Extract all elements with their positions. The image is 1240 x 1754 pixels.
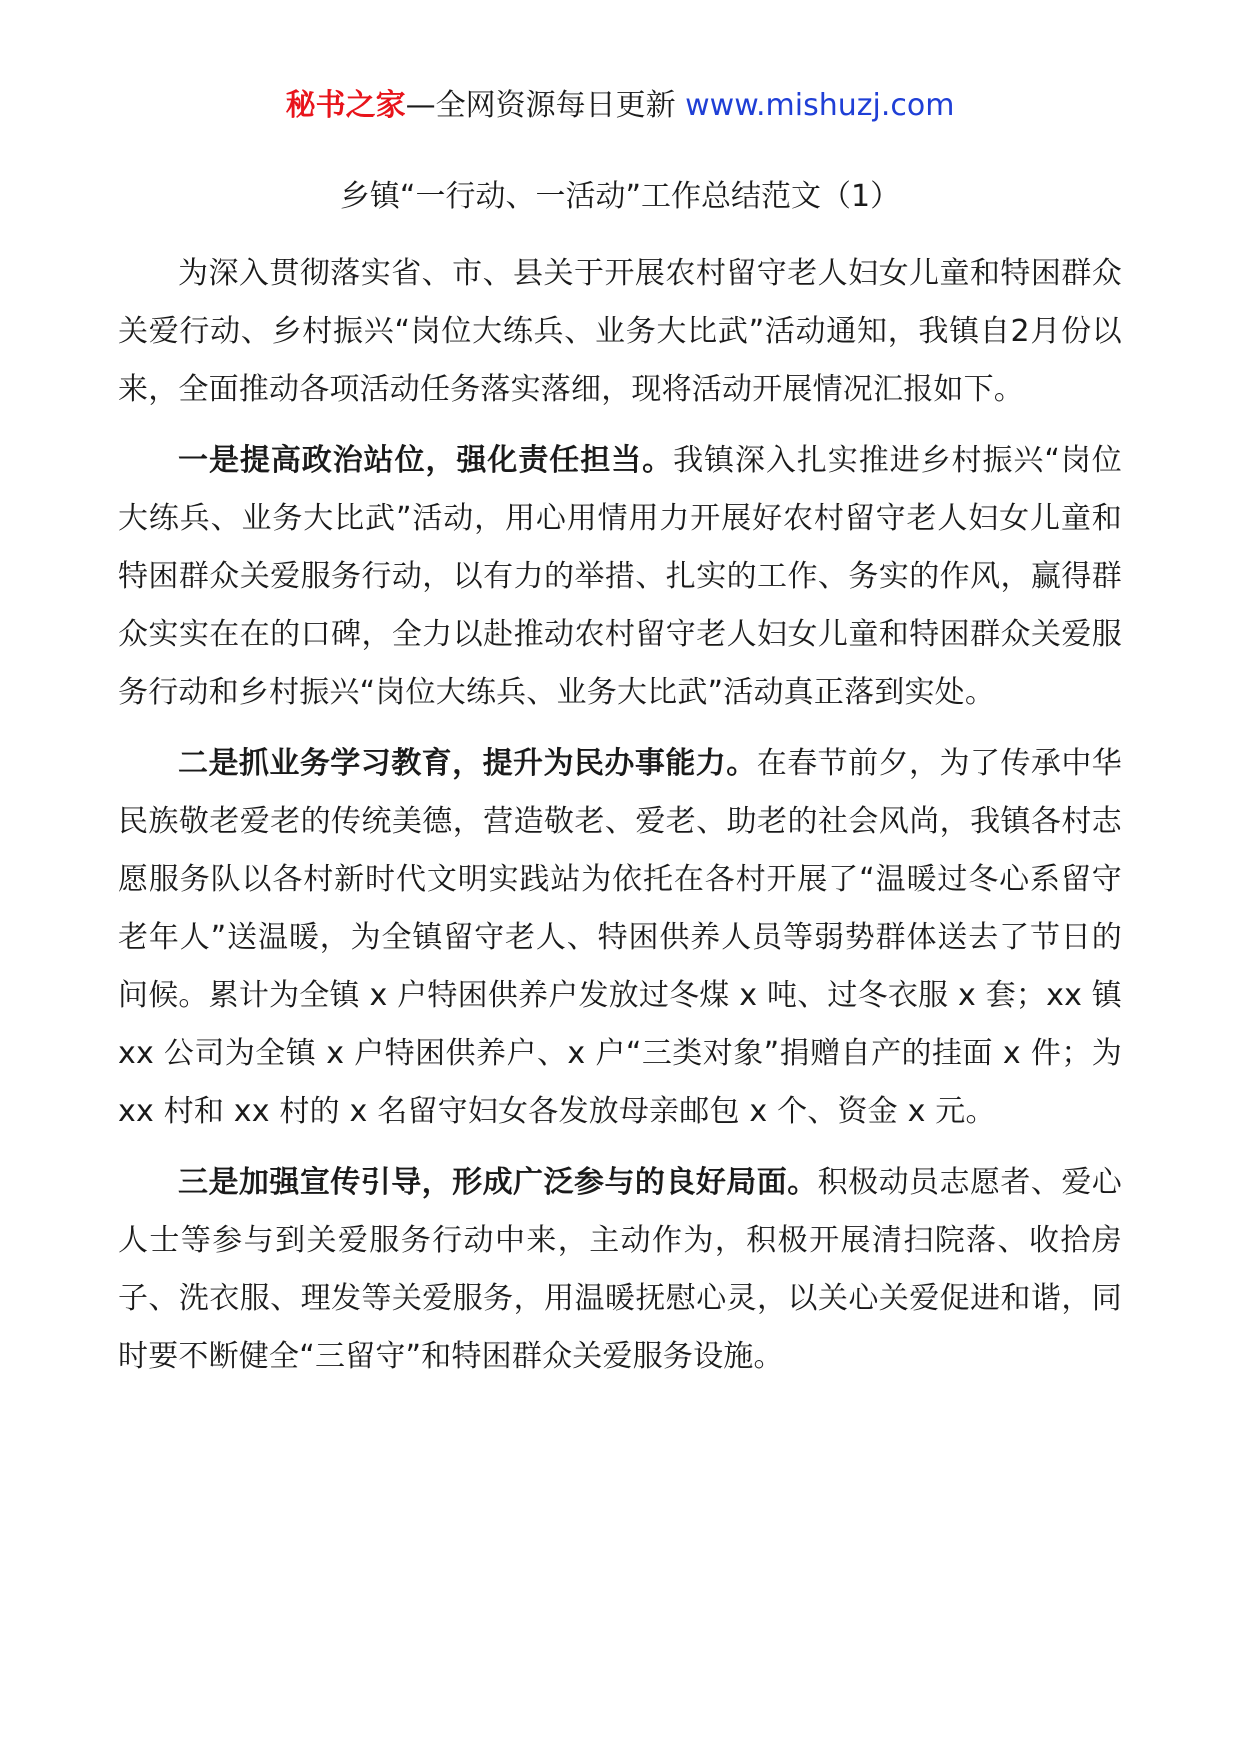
document-body	[118, 245, 1122, 1386]
site-header	[0, 84, 1240, 128]
brand-name: 秘书之家	[285, 88, 406, 123]
section-paragraph-3	[118, 1154, 1122, 1386]
section-heading: 二是抓业务学习教育，提升为民办事能力。	[178, 746, 757, 781]
section-paragraph-2	[118, 735, 1122, 1141]
document-title: 乡镇“一行动、一活动”工作总结范文（1）	[339, 179, 901, 214]
section-text: 在春节前夕，为了传承中华民族敬老爱老的传统美德，营造敬老、爱老、助老的社会风尚，我镇各村志愿服务队以各村新时代文明实践站为依托在各村开展了“温暖过冬心系留守老年人”送温暖，为全镇留守老人、特困供养人员等弱势群体送去了节日的问候。累计为全镇 x 户特困供养户发放过冬煤 x 吨、过冬衣服 x 套；xx 镇 xx 公司为全镇 x 户特困供养户、x 户“三类对象”捐赠自产的挂面 x 件；为 xx 村和 xx 村的 x 名留守妇女各发放母亲邮包 x 个、资金 x 元。	[118, 746, 1122, 1129]
intro-paragraph: 为深入贯彻落实省、市、县关于开展农村留守老人妇女儿童和特困群众关爱行动、乡村振兴“岗位大练兵、业务大比武”活动通知，我镇自2月份以来，全面推动各项活动任务落实落细，现将活动开展情况汇报如下。	[118, 256, 1122, 407]
section-heading: 一是提高政治站位，强化责任担当。	[178, 443, 674, 478]
site-url-link[interactable]: www.mishuzj.com	[685, 88, 955, 123]
section-text: 我镇深入扎实推进乡村振兴“岗位大练兵、业务大比武”活动，用心用情用力开展好农村留守老人妇女儿童和特困群众关爱服务行动，以有力的举措、扎实的工作、务实的作风，赢得群众实实在在的口碑，全力以赴推动农村留守老人妇女儿童和特困群众关爱服务行动和乡村振兴“岗位大练兵、业务大比武”活动真正落到实处。	[118, 443, 1123, 710]
section-text: 积极动员志愿者、爱心人士等参与到关爱服务行动中来，主动作为，积极开展清扫院落、收拾房子、洗衣服、理发等关爱服务，用温暖抚慰心灵，以关心关爱促进和谐，同时要不断健全“三留守”和特困群众关爱服务设施。	[118, 1165, 1123, 1374]
section-paragraph-1	[118, 432, 1122, 722]
section-heading: 三是加强宣传引导，形成广泛参与的良好局面。	[178, 1165, 818, 1200]
header-tagline: —全网资源每日更新	[405, 88, 686, 123]
